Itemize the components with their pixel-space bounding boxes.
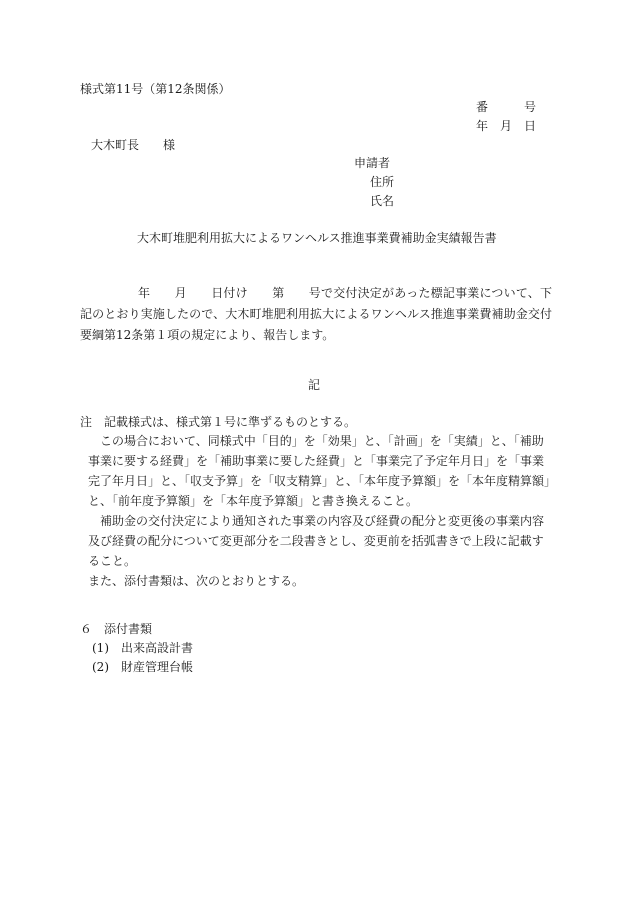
applicant-label: 申請者 xyxy=(354,156,391,170)
notes-label: 注 xyxy=(80,415,93,429)
notes-body xyxy=(88,431,554,591)
attachment-item: (2) 財産管理台帳 xyxy=(92,660,193,674)
form-number: 様式第11号（第12条関係） xyxy=(80,82,231,96)
document-title: 大木町堆肥利用拡大によるワンヘルス推進事業費補助金実績報告書 xyxy=(137,231,497,245)
attachment-item: (1) 出来高設計書 xyxy=(92,641,193,655)
date-field: 年 月 日 xyxy=(476,119,537,133)
applicant-address: 住所 xyxy=(370,175,395,189)
notes-line1: 記載様式は、様式第１号に準ずるものとする。 xyxy=(104,415,357,429)
ki-marker: 記 xyxy=(308,378,321,392)
notes-paragraph-2: この場合において、同様式中「目的」を「効果」と、「計画」を「実績」と、「補助事業に要する経費」を「補助事業に要した経費」と「事業完了予定年月日」を「事業完了年月日」と、「収支予算」を「収支精算」と、「本年度予算額」を「本年度精算額」と、「前年度予算額」を「本年度予算額」と書き換えること。 xyxy=(88,434,551,508)
notes-paragraph-3: 補助金の交付決定により通知された事業の内容及び経費の配分と変更後の事業内容及び経費の配分について変更部分を二段書きとし、変更前を括弧書きで上段に記載すること。 xyxy=(88,514,545,568)
applicant-name: 氏名 xyxy=(370,194,395,208)
body-paragraph: 年 月 日付け 第 号で交付決定があった標記事業について、下記のとおり実施したので、大木町堆肥利用拡大によるワンヘルス推進事業費補助金交付要綱第12条第１項の規定により、報告します。 xyxy=(80,286,552,342)
addressee: 大木町長 様 xyxy=(91,138,176,152)
number-field: 番 号 xyxy=(476,100,537,114)
attachments-heading: ６ 添付書類 xyxy=(80,622,153,636)
notes-line4: また、添付書類は、次のとおりとする。 xyxy=(88,574,305,588)
